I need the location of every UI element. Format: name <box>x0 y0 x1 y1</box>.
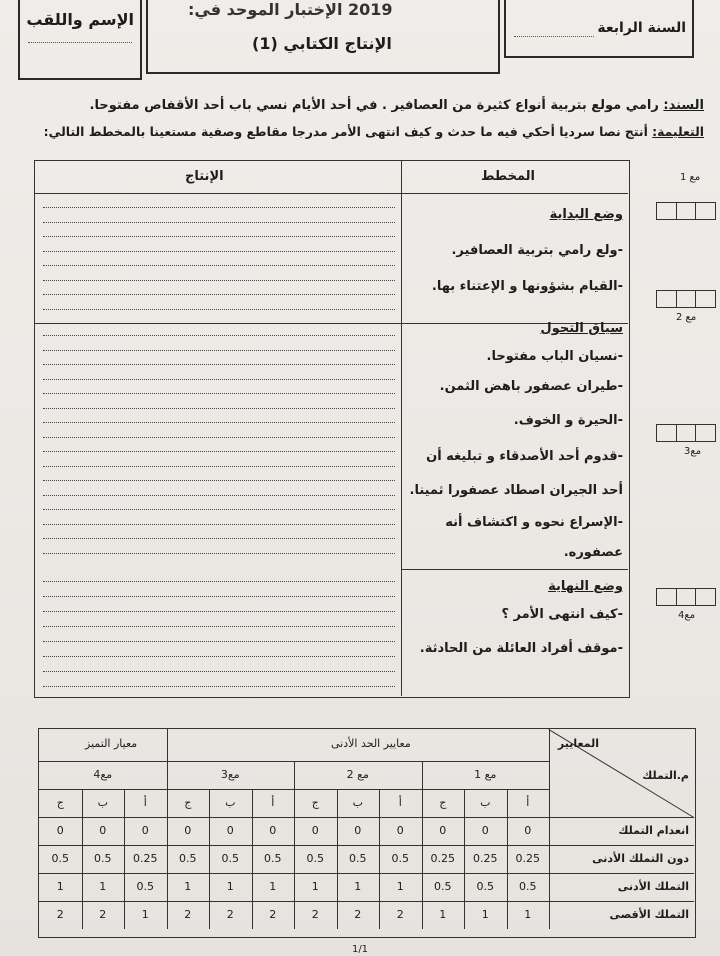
side-criterion-label: مع 1 <box>680 172 701 183</box>
plan-item: -طيران عصفور باهض الثمن. <box>439 379 623 394</box>
grade-value: 1 <box>141 908 149 921</box>
year-label: السنة الرابعة <box>597 20 686 36</box>
task-line <box>44 124 704 139</box>
grade-value: 2 <box>269 908 277 921</box>
plan-item: -الإسراع نحوه و اكتشاف أنه <box>445 515 623 530</box>
writing-line[interactable] <box>43 524 395 525</box>
grade-value: 0.25 <box>515 852 540 865</box>
plan-item: أحد الجيران اصطاد عصفورا ثمينا. <box>409 483 623 498</box>
sub-criterion-letter: أ <box>143 796 147 809</box>
year-box <box>504 0 694 58</box>
grade-value: 0.25 <box>473 852 498 865</box>
sub-criterion-letter: ج <box>184 796 192 809</box>
criterion-header: مع 2 <box>346 768 369 781</box>
writing-line[interactable] <box>43 581 395 582</box>
exam-title: 2019 الإختبار الموحد في: <box>188 0 393 19</box>
plan-item: -نسيان الباب مفتوحا. <box>486 349 623 364</box>
grade-value: 0.5 <box>434 880 452 893</box>
writing-line[interactable] <box>43 251 395 252</box>
sub-criterion-letter: ب <box>480 796 491 809</box>
writing-line[interactable] <box>43 265 395 266</box>
writing-line[interactable] <box>43 393 395 394</box>
mark-boxes[interactable] <box>656 202 716 220</box>
name-label: الإسم واللقب <box>26 10 134 29</box>
writing-line[interactable] <box>43 437 395 438</box>
sub-criterion-letter: ب <box>352 796 363 809</box>
grade-value: 0 <box>354 824 362 837</box>
grade-value: 2 <box>396 908 404 921</box>
plan-item: عصفوره. <box>563 545 623 560</box>
plan-item: -الحيرة و الخوف. <box>513 413 623 428</box>
grade-value: 0.5 <box>221 852 239 865</box>
grade-value: 2 <box>99 908 107 921</box>
grade-value: 0 <box>481 824 489 837</box>
grade-value: 1 <box>269 880 277 893</box>
grade-value: 2 <box>226 908 234 921</box>
grade-value: 0 <box>396 824 404 837</box>
sub-criterion-letter: ج <box>56 796 64 809</box>
writing-line[interactable] <box>43 466 395 467</box>
grade-value: 0 <box>184 824 192 837</box>
side-criterion-label: مع 2 <box>676 312 697 323</box>
writing-line[interactable] <box>43 553 395 554</box>
grade-value: 0 <box>524 824 532 837</box>
grade-value: 0.5 <box>136 880 154 893</box>
page-number: 1/1 <box>351 944 369 955</box>
section-start-heading: وضع البداية <box>549 207 623 222</box>
grade-value: 0.5 <box>179 852 197 865</box>
grade-value: 0.25 <box>133 852 158 865</box>
writing-line[interactable] <box>43 641 395 642</box>
grade-value: 0 <box>439 824 447 837</box>
grade-value: 0.5 <box>51 852 69 865</box>
grade-value: 1 <box>56 880 64 893</box>
mark-boxes[interactable] <box>656 424 716 442</box>
writing-line[interactable] <box>43 236 395 237</box>
grade-value: 0.25 <box>430 852 455 865</box>
grade-value: 0.5 <box>264 852 282 865</box>
grade-value: 1 <box>524 908 532 921</box>
writing-line[interactable] <box>43 280 395 281</box>
level-label: انعدام التملك <box>618 824 689 837</box>
writing-line[interactable] <box>43 309 395 310</box>
criterion-header: مع4 <box>93 768 113 781</box>
sub-criterion-letter: ج <box>311 796 319 809</box>
corner-criteria: المعايير <box>557 737 599 750</box>
criterion-header: مع 1 <box>474 768 497 781</box>
writing-line[interactable] <box>43 379 395 380</box>
subject-title: الإنتاج الكتابي (1) <box>252 34 392 53</box>
grade-value: 0 <box>141 824 149 837</box>
writing-line[interactable] <box>43 671 395 672</box>
writing-line[interactable] <box>43 364 395 365</box>
plan-item: -قدوم أحد الأصدقاء و تبليغه أن <box>426 449 623 464</box>
writing-line[interactable] <box>43 222 395 223</box>
plan-item: -القيام بشؤونها و الإعتناء بها. <box>431 279 623 294</box>
corner-ownership: م.التملك <box>642 769 689 782</box>
grade-value: 2 <box>56 908 64 921</box>
section-transition-heading: سياق التحول <box>540 321 623 336</box>
writing-line[interactable] <box>43 611 395 612</box>
criteria-grid <box>38 728 696 938</box>
plan-item: -كيف انتهى الأمر ؟ <box>501 607 623 622</box>
writing-line[interactable] <box>43 509 395 510</box>
writing-line[interactable] <box>43 495 395 496</box>
group-excellence-header: معيار التميز <box>85 737 138 750</box>
grade-value: 2 <box>311 908 319 921</box>
side-criterion-label: مع4 <box>678 610 696 621</box>
writing-table <box>34 160 630 698</box>
context-label: السند: <box>663 98 704 113</box>
writing-line[interactable] <box>43 408 395 409</box>
writing-line[interactable] <box>43 656 395 657</box>
writing-line[interactable] <box>43 294 395 295</box>
level-label: التملك الأدنى <box>617 880 689 893</box>
writing-line[interactable] <box>43 207 395 208</box>
writing-line[interactable] <box>43 335 395 336</box>
writing-line[interactable] <box>43 451 395 452</box>
grade-value: 1 <box>481 908 489 921</box>
sub-criterion-letter: أ <box>526 796 530 809</box>
grade-value: 0.5 <box>306 852 324 865</box>
writing-line[interactable] <box>43 350 395 351</box>
group-min-header: معايير الحد الأدنى <box>331 737 411 750</box>
grade-value: 0 <box>226 824 234 837</box>
plan-item: -موقف أفراد العائلة من الحادثة. <box>419 641 623 656</box>
grade-value: 1 <box>311 880 319 893</box>
col-production-header: الإنتاج <box>185 169 224 184</box>
grade-value: 1 <box>184 880 192 893</box>
context-text: رامي مولع بتربية أنواع كثيرة من العصافير . في أحد الأيام نسي باب أحد الأقفاص مفتوحا. <box>89 98 659 113</box>
writing-line[interactable] <box>43 422 395 423</box>
plan-item: -ولع رامي بتربية العصافير. <box>451 243 623 258</box>
grade-value: 0.5 <box>519 880 537 893</box>
section-end-heading: وضع النهاية <box>548 579 623 594</box>
mark-boxes[interactable] <box>656 290 716 308</box>
context-line <box>90 98 704 113</box>
writing-line[interactable] <box>43 596 395 597</box>
writing-line[interactable] <box>43 480 395 481</box>
sub-criterion-letter: ب <box>225 796 236 809</box>
task-text: أنتج نصا سرديا أحكي فيه ما حدث و كيف انتهى الأمر مدرجا مقاطع وصفية مستعينا بالمخطط التالي: <box>43 124 648 139</box>
grade-value: 0 <box>269 824 277 837</box>
level-label: التملك الأقصى <box>609 908 689 921</box>
title-box <box>146 0 500 74</box>
sub-criterion-letter: أ <box>398 796 402 809</box>
writing-line[interactable] <box>43 626 395 627</box>
writing-line[interactable] <box>43 686 395 687</box>
grade-value: 0 <box>311 824 319 837</box>
mark-boxes[interactable] <box>656 588 716 606</box>
name-box <box>18 0 142 80</box>
grade-value: 2 <box>184 908 192 921</box>
grade-value: 0.5 <box>94 852 112 865</box>
grade-value: 1 <box>439 908 447 921</box>
grade-value: 0 <box>99 824 107 837</box>
col-plan-header: المخطط <box>481 169 536 184</box>
grade-value: 0 <box>56 824 64 837</box>
grade-value: 1 <box>99 880 107 893</box>
sub-criterion-letter: ب <box>97 796 108 809</box>
writing-line[interactable] <box>43 538 395 539</box>
grade-value: 0.5 <box>476 880 494 893</box>
criterion-header: مع3 <box>220 768 240 781</box>
sub-criterion-letter: أ <box>271 796 275 809</box>
grade-value: 0.5 <box>391 852 409 865</box>
grade-value: 1 <box>396 880 404 893</box>
grade-value: 2 <box>354 908 362 921</box>
grade-value: 0.5 <box>349 852 367 865</box>
side-criterion-label: مع3 <box>684 446 702 457</box>
level-label: دون التملك الأدنى <box>592 852 689 865</box>
sub-criterion-letter: ج <box>439 796 447 809</box>
grade-value: 1 <box>354 880 362 893</box>
task-label: التعليمة: <box>652 124 704 139</box>
grade-value: 1 <box>226 880 234 893</box>
